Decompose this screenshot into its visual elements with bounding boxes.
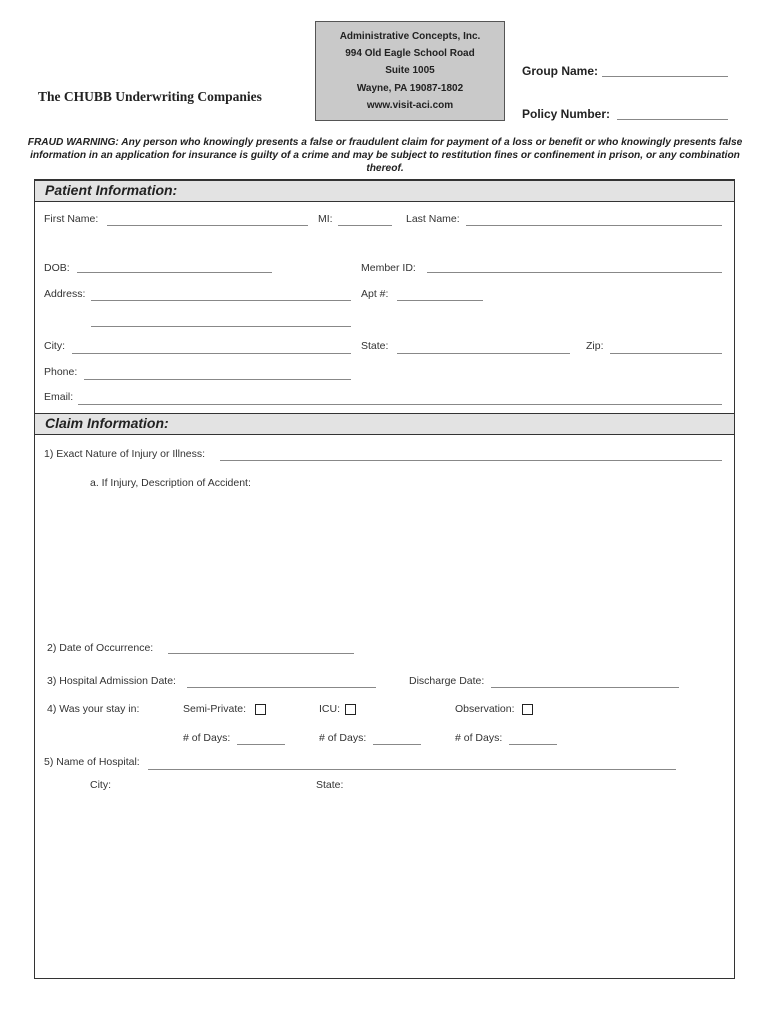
city-label: City:	[44, 340, 65, 352]
phone-field[interactable]	[84, 379, 351, 380]
city-field[interactable]	[72, 353, 351, 354]
fraud-warning: FRAUD WARNING: Any person who knowingly presents a false or fraudulent claim for payment of a loss or benefit or who knowingly presents false information in an application for insurance is guilty of a crime and may be subject to restitution fines or confinement in prison, or any combination thereof.	[27, 137, 743, 174]
first-name-field[interactable]	[107, 225, 308, 226]
phone-label: Phone:	[44, 366, 78, 378]
address-line: 994 Old Eagle School Road	[345, 48, 475, 60]
state-label: State:	[361, 340, 389, 352]
semi-private-label: Semi-Private:	[183, 703, 247, 715]
admission-date-field[interactable]	[187, 687, 376, 688]
apt-label: Apt #:	[361, 288, 389, 300]
claim-information-header	[35, 413, 734, 435]
address-field[interactable]	[91, 300, 351, 301]
icu-days-label: # of Days:	[319, 732, 367, 744]
observation-checkbox[interactable]	[522, 704, 533, 715]
group-name-label: Group Name:	[522, 64, 599, 78]
company-name: The CHUBB Underwriting Companies	[38, 89, 262, 104]
semi-private-checkbox[interactable]	[255, 704, 266, 715]
zip-label: Zip:	[586, 340, 604, 352]
hospital-state-label: State:	[316, 779, 344, 791]
mi-field[interactable]	[338, 225, 392, 226]
member-id-label: Member ID:	[361, 262, 416, 274]
mi-label: MI:	[318, 213, 333, 225]
icu-days-field[interactable]	[373, 744, 421, 745]
address-line: www.visit-aci.com	[366, 99, 454, 111]
icu-label: ICU:	[319, 703, 340, 715]
address-line-2-field[interactable]	[91, 326, 351, 327]
patient-information-header	[35, 180, 734, 202]
first-name-label: First Name:	[44, 213, 99, 225]
accident-description-label: a. If Injury, Description of Accident:	[90, 477, 251, 489]
member-id-field[interactable]	[427, 272, 722, 273]
address-label: Address:	[44, 288, 86, 300]
address-line: Wayne, PA 19087-1802	[356, 82, 464, 94]
state-field[interactable]	[397, 353, 570, 354]
apt-field[interactable]	[397, 300, 483, 301]
observation-days-label: # of Days:	[455, 732, 503, 744]
address-line: Administrative Concepts, Inc.	[339, 31, 481, 42]
observation-days-field[interactable]	[509, 744, 557, 745]
zip-field[interactable]	[610, 353, 722, 354]
hospital-city-label: City:	[90, 779, 111, 791]
hospital-name-label: 5) Name of Hospital:	[44, 756, 140, 768]
policy-number-label: Policy Number:	[522, 107, 611, 121]
occurrence-date-field[interactable]	[168, 653, 354, 654]
last-name-label: Last Name:	[406, 213, 460, 225]
injury-nature-label: 1) Exact Nature of Injury or Illness:	[44, 448, 206, 460]
hospital-name-field[interactable]	[148, 769, 676, 770]
injury-nature-field[interactable]	[220, 460, 722, 461]
stay-type-label: 4) Was your stay in:	[47, 703, 140, 715]
section-title: Claim Information:	[45, 415, 169, 431]
dob-label: DOB:	[44, 262, 70, 274]
dob-field[interactable]	[77, 272, 272, 273]
semi-private-days-label: # of Days:	[183, 732, 231, 744]
discharge-date-field[interactable]	[491, 687, 679, 688]
group-name-field[interactable]	[602, 76, 728, 77]
last-name-field[interactable]	[466, 225, 722, 226]
occurrence-date-label: 2) Date of Occurrence:	[47, 642, 154, 654]
discharge-date-label: Discharge Date:	[409, 675, 485, 687]
administrator-address-box	[315, 21, 505, 121]
address-line: Suite 1005	[385, 65, 435, 77]
section-title: Patient Information:	[45, 182, 178, 198]
admission-date-label: 3) Hospital Admission Date:	[47, 675, 176, 687]
email-label: Email:	[44, 391, 74, 403]
email-field[interactable]	[78, 404, 722, 405]
semi-private-days-field[interactable]	[237, 744, 285, 745]
policy-number-field[interactable]	[617, 119, 728, 120]
icu-checkbox[interactable]	[345, 704, 356, 715]
observation-label: Observation:	[455, 703, 515, 715]
